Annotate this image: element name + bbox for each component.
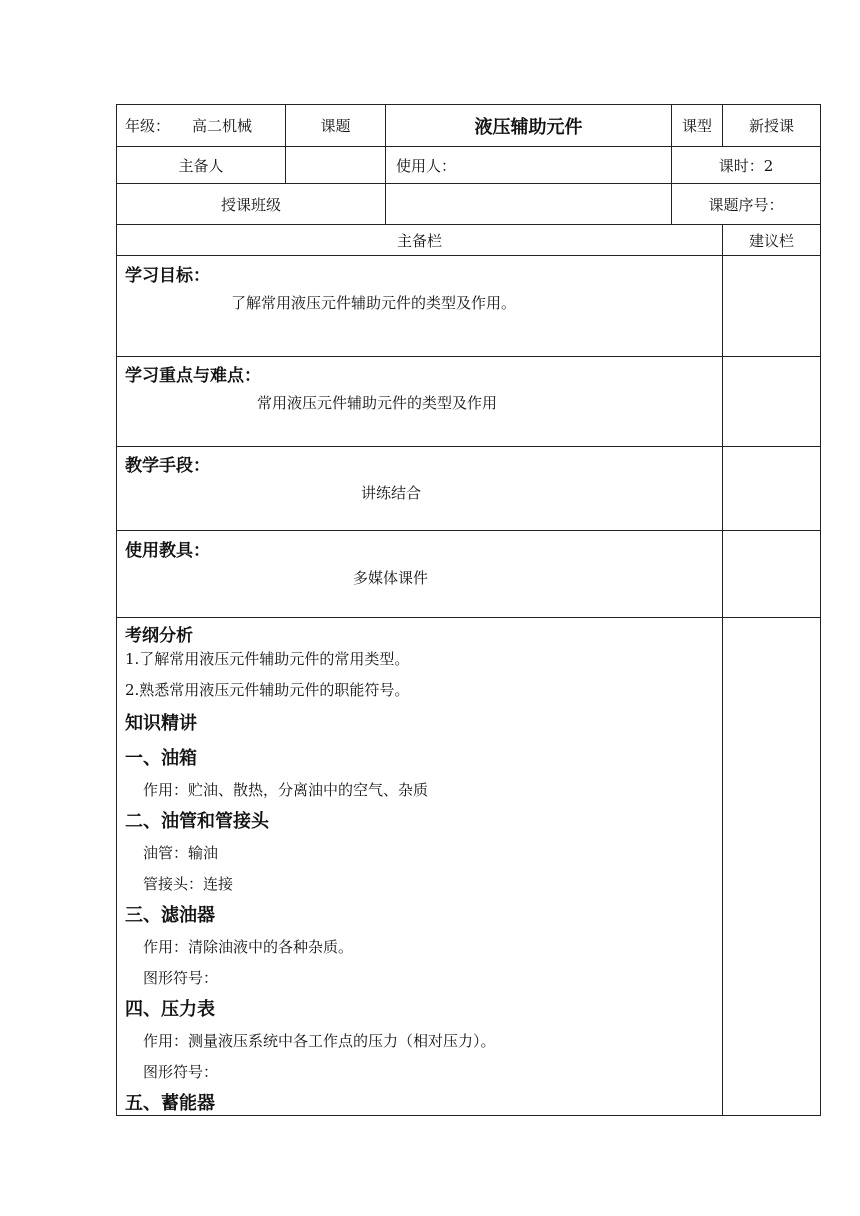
grade-cell bbox=[117, 105, 286, 147]
methods-cell bbox=[117, 447, 723, 531]
keypoints-suggest-cell bbox=[723, 357, 821, 447]
suggest-column-label: 建议栏 bbox=[723, 225, 821, 256]
analysis-cell bbox=[117, 618, 723, 1116]
tools-row bbox=[117, 531, 821, 618]
user-label: 使用人： bbox=[386, 147, 672, 184]
methods-row bbox=[117, 447, 821, 531]
section-1-title: 一、油箱 bbox=[125, 748, 197, 769]
section-4-line-2: 图形符号： bbox=[143, 1063, 219, 1081]
analysis-item-1: 1.了解常用液压元件辅助元件的常用类型。 bbox=[125, 650, 410, 668]
keypoints-heading: 学习重点与难点： bbox=[125, 366, 261, 386]
analysis-item-2: 2.熟悉常用液压元件辅助元件的职能符号。 bbox=[125, 681, 410, 699]
knowledge-heading: 知识精讲 bbox=[125, 713, 197, 734]
keypoints-text: 常用液压元件辅助元件的类型及作用 bbox=[257, 394, 498, 412]
topic-value: 液压辅助元件 bbox=[386, 105, 672, 147]
tools-heading: 使用教具： bbox=[125, 541, 210, 561]
section-3-line-1: 作用：清除油液中的各种杂质。 bbox=[143, 938, 354, 956]
header-row-3 bbox=[117, 184, 821, 225]
type-value: 新授课 bbox=[723, 105, 821, 147]
tools-text: 多媒体课件 bbox=[353, 569, 429, 587]
methods-heading: 教学手段： bbox=[125, 456, 210, 476]
objectives-row bbox=[117, 256, 821, 357]
section-4-line-1: 作用：测量液压系统中各工作点的压力（相对压力）。 bbox=[143, 1032, 496, 1050]
objectives-cell bbox=[117, 256, 723, 357]
methods-suggest-cell bbox=[723, 447, 821, 531]
section-2-title: 二、油管和管接头 bbox=[125, 811, 269, 832]
hours-label: 课时：2 bbox=[672, 147, 821, 184]
analysis-heading: 考纲分析 bbox=[125, 626, 193, 646]
objectives-suggest-cell bbox=[723, 256, 821, 357]
analysis-row bbox=[117, 618, 821, 1116]
preparer-label: 主备人 bbox=[117, 147, 286, 184]
tools-suggest-cell bbox=[723, 531, 821, 618]
section-5-title: 五、蓄能器 bbox=[125, 1093, 215, 1114]
section-2-line-1: 油管：输油 bbox=[143, 844, 219, 862]
column-header-row bbox=[117, 225, 821, 256]
lesson-plan-table bbox=[116, 104, 821, 1116]
class-value bbox=[386, 184, 672, 225]
grade-label: 年级： bbox=[125, 117, 171, 135]
topic-label: 课题 bbox=[286, 105, 386, 147]
grade-value: 高二机械 bbox=[192, 117, 253, 135]
section-1-line-1: 作用：贮油、散热，分离油中的空气、杂质 bbox=[143, 781, 429, 799]
main-column-label: 主备栏 bbox=[117, 225, 723, 256]
header-row-2 bbox=[117, 147, 821, 184]
seq-label: 课题序号： bbox=[672, 184, 821, 225]
objectives-text: 了解常用液压元件辅助元件的类型及作用。 bbox=[231, 294, 517, 312]
analysis-suggest-cell bbox=[723, 618, 821, 1116]
keypoints-cell bbox=[117, 357, 723, 447]
objectives-heading: 学习目标： bbox=[125, 266, 210, 286]
preparer-value bbox=[286, 147, 386, 184]
section-4-title: 四、压力表 bbox=[125, 999, 215, 1020]
class-label: 授课班级 bbox=[117, 184, 386, 225]
keypoints-row bbox=[117, 357, 821, 447]
lesson-plan-sheet bbox=[116, 104, 820, 1116]
section-2-line-2: 管接头：连接 bbox=[143, 875, 234, 893]
tools-cell bbox=[117, 531, 723, 618]
header-row-1 bbox=[117, 105, 821, 147]
type-label: 课型 bbox=[672, 105, 723, 147]
section-3-line-2: 图形符号： bbox=[143, 969, 219, 987]
methods-text: 讲练结合 bbox=[361, 484, 422, 502]
section-3-title: 三、滤油器 bbox=[125, 905, 215, 926]
